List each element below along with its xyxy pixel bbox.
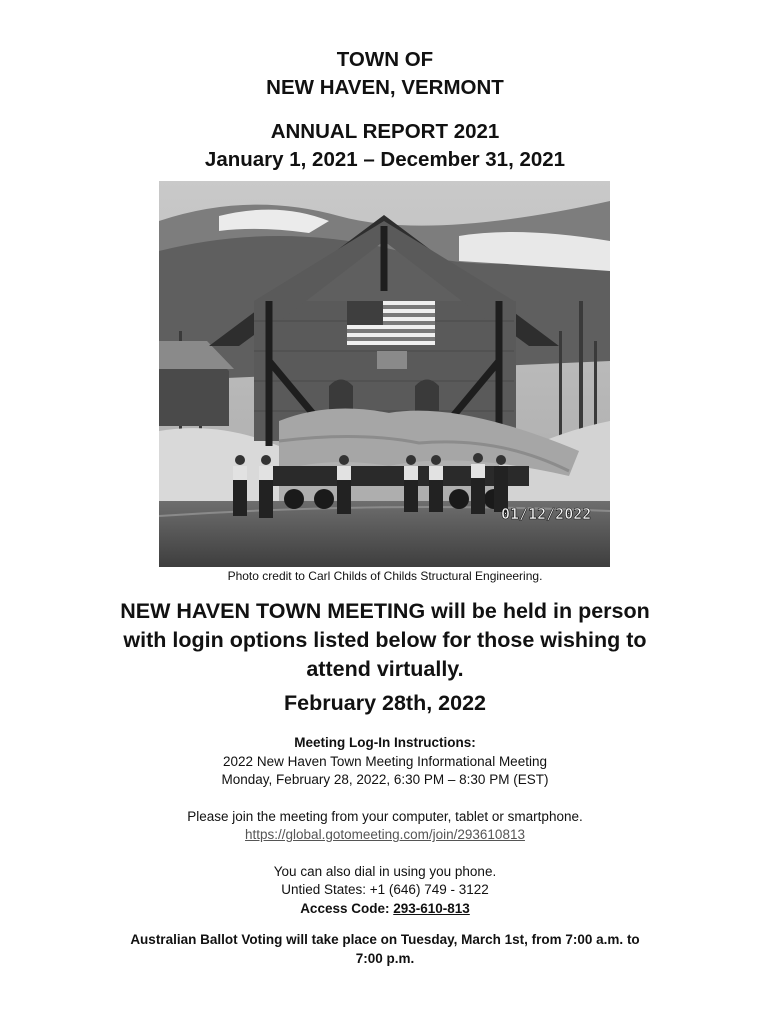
title-line-date-range: January 1, 2021 – December 31, 2021	[204, 148, 566, 171]
title-line-town-name: NEW HAVEN, VERMONT	[266, 76, 504, 99]
title-line-town-of: TOWN OF	[336, 48, 434, 71]
bridge-photo-illustration	[159, 181, 610, 567]
photo-timestamp: 01/12/2022	[501, 505, 592, 523]
access-code-line	[0, 900, 770, 919]
title-line-annual-report: ANNUAL REPORT 2021	[270, 120, 500, 143]
join-instructions: Please join the meeting from your computer, tablet or smartphone.	[187, 808, 583, 824]
login-instructions	[0, 734, 770, 918]
meeting-date: February 28th, 2022	[284, 691, 486, 715]
meeting-link[interactable]: https://global.gotomeeting.com/join/293610813	[245, 827, 525, 842]
ballot-voting-notice: Australian Ballot Voting will take place on Tuesday, March 1st, from 7:00 a.m. to 7:00 p.m.	[130, 932, 640, 966]
meeting-name: 2022 New Haven Town Meeting Informational Meeting	[223, 753, 547, 769]
report-title-block	[0, 46, 770, 174]
access-code-label: Access Code:	[300, 900, 394, 916]
cover-photo-covered-bridge	[159, 181, 610, 567]
dial-in-instructions: You can also dial in using you phone.	[273, 863, 497, 879]
dial-in-phone: Untied States: +1 (646) 749 - 3122	[281, 882, 489, 897]
login-heading: Meeting Log-In Instructions:	[294, 735, 476, 750]
access-code-value: 293-610-813	[393, 900, 470, 916]
photo-caption: Photo credit to Carl Childs of Childs Structural Engineering.	[227, 569, 543, 583]
town-meeting-headline: NEW HAVEN TOWN MEETING will be held in person with login options listed below for those wishing to attend virtually.	[120, 599, 650, 681]
meeting-time: Monday, February 28, 2022, 6:30 PM – 8:30 PM (EST)	[221, 772, 549, 787]
